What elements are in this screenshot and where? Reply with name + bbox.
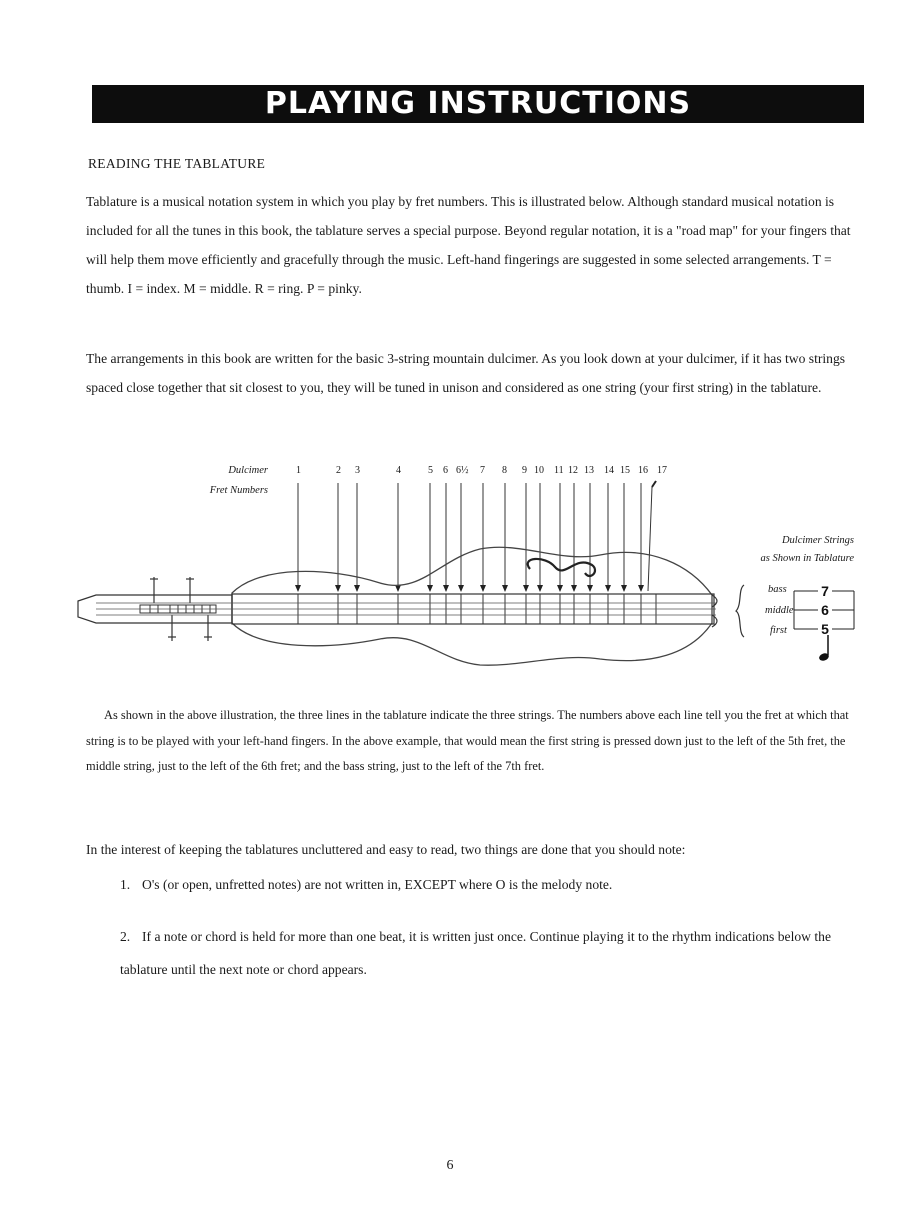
fret-pointer-lines bbox=[298, 483, 652, 591]
list-item-number: 1. bbox=[120, 877, 131, 892]
section-heading: READING THE TABLATURE bbox=[88, 156, 266, 171]
fret-number: 13 bbox=[584, 465, 594, 476]
fret-number: 17 bbox=[657, 465, 667, 476]
strings-label-line2: as Shown in Tablature bbox=[760, 553, 854, 564]
fret-number: 7 bbox=[480, 465, 485, 476]
string-name-middle: middle bbox=[765, 605, 794, 616]
paragraph-tablature-intro: Tablature is a musical notation system in which you play by fret numbers. This is illustrated below. Although standard musical notation is included for all the tunes in this book, the tablature serves a special purpose. Beyond regular notation, it is a "road map" for your fingers that will help them move efficiently and gracefully through the music. Left-hand fingerings are suggested in some selected arrangements. T = thumb. I = index. M = middle. R = ring. P = pinky. bbox=[86, 194, 851, 296]
tab-staff bbox=[794, 583, 854, 662]
fret-label-line2: Fret Numbers bbox=[209, 485, 268, 496]
string-name-bass: bass bbox=[768, 584, 787, 595]
paragraph-notes-intro: In the interest of keeping the tablatures uncluttered and easy to read, two things are done that you should note: bbox=[86, 842, 686, 857]
string-name-first: first bbox=[770, 625, 787, 636]
page-number: 6 bbox=[446, 1158, 454, 1173]
fret-number: 8 bbox=[502, 465, 507, 476]
page-title: PLAYING INSTRUCTIONS bbox=[264, 86, 692, 121]
dulcimer-body-outline bbox=[232, 547, 712, 665]
sound-hole bbox=[528, 559, 595, 576]
list-item-number: 2. bbox=[120, 929, 131, 944]
fret-number: 9 bbox=[522, 465, 527, 476]
fret-number: 5 bbox=[428, 465, 433, 476]
list-item bbox=[120, 920, 840, 986]
list-item bbox=[120, 877, 840, 893]
dulcimer-diagram bbox=[0, 455, 900, 680]
tab-number-middle: 6 bbox=[821, 602, 829, 618]
fret-number: 14 bbox=[604, 465, 614, 476]
fret-number: 3 bbox=[355, 465, 360, 476]
dulcimer-illustration bbox=[0, 455, 900, 680]
fret-number: 12 bbox=[568, 465, 578, 476]
fret-number: 2 bbox=[336, 465, 341, 476]
fret-number: 6½ bbox=[456, 465, 469, 476]
paragraph-tablature-explanation: As shown in the above illustration, the three lines in the tablature indicate the three strings. The numbers above each line tell you the fret at which that string is to be played with your left-hand fingers. In the above example, that would mean the first string is pressed down just to the left of the 5th fret, the middle string, just to the left of the 6th fret; and the bass string, just to the left of the 7th fret. bbox=[86, 708, 849, 773]
fret-number: 6 bbox=[443, 465, 448, 476]
paragraph-arrangements: The arrangements in this book are written for the basic 3-string mountain dulcimer. As you look down at your dulcimer, if it has two strings spaced close together that sit closest to you, they will be tuned in unison and considered as one string (your first string) in the tablature. bbox=[86, 351, 846, 395]
list-item-text: If a note or chord is held for more than one beat, it is written just once. Continue playing it to the rhythm indications below the tablature until the next note or chord appears. bbox=[120, 929, 831, 977]
page-title-banner bbox=[92, 85, 864, 123]
tab-number-bass: 7 bbox=[821, 583, 829, 599]
fret-pointer-arrowheads bbox=[295, 585, 644, 592]
fret-number: 10 bbox=[534, 465, 544, 476]
string-brace bbox=[736, 585, 744, 637]
list-item-text: O's (or open, unfretted notes) are not written in, EXCEPT where O is the melody note. bbox=[142, 877, 613, 892]
fret-number-row bbox=[296, 465, 667, 476]
fret-number: 11 bbox=[554, 465, 564, 476]
fret-number: 16 bbox=[638, 465, 648, 476]
fret-number: 15 bbox=[620, 465, 630, 476]
fret-label-line1: Dulcimer bbox=[228, 465, 268, 476]
fret-number: 4 bbox=[396, 465, 401, 476]
tab-number-first: 5 bbox=[821, 621, 829, 637]
fret-number: 1 bbox=[296, 465, 301, 476]
strings-label-line1: Dulcimer Strings bbox=[781, 535, 854, 546]
